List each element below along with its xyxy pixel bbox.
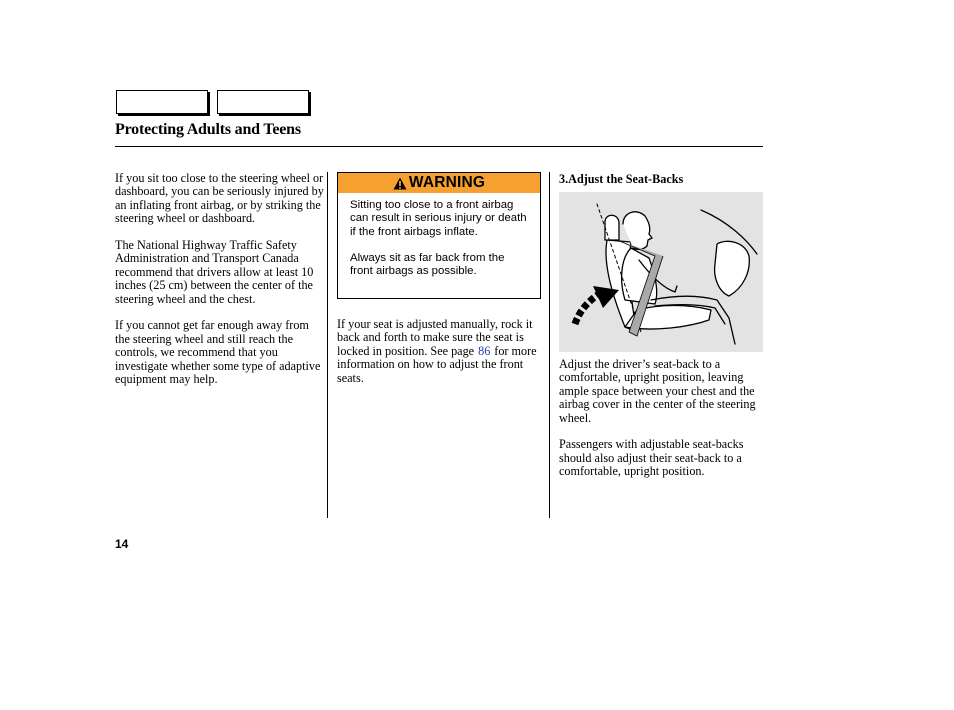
column-divider [549, 172, 550, 518]
warning-text-1: Sitting too close to a front airbag can result in serious injury or death if the front airbags inflate. [350, 199, 527, 238]
page-title: Protecting Adults and Teens [115, 121, 301, 138]
left-paragraph-3: If you cannot get far enough away from the steering wheel and still reach the controls, we recommend that you investigate whether some type of adaptive equipment may help. [115, 318, 321, 387]
column-divider [327, 172, 328, 518]
page-reference-link[interactable]: 86 [478, 343, 491, 358]
page-number: 14 [115, 537, 129, 551]
nav-button-previous[interactable] [116, 90, 208, 114]
right-paragraph-1: Adjust the driver’s seat-back to a comfortable, upright position, leaving ample space between your chest and the airbag cover in the center of the steering wheel. [559, 357, 756, 425]
seat-back-illustration [559, 192, 763, 352]
middle-column [337, 318, 542, 398]
warning-body [338, 193, 540, 279]
left-paragraph-2: The National Highway Traffic Safety Administration and Transport Canada recommend that drivers allow at least 10 inches (25 cm) between the center of the steering wheel and the chest. [115, 238, 314, 306]
warning-header [338, 173, 540, 193]
left-paragraph-1: If you sit too close to the steering wheel or dashboard, you can be seriously injured by an inflating front airbag, or by striking the steering wheel or dashboard. [115, 171, 324, 226]
middle-paragraph [337, 318, 542, 385]
warning-text-2: Always sit as far back from the front airbags as possible. [350, 252, 505, 278]
left-column [115, 172, 325, 400]
middle-text-after-link: for more information on how to adjust the front seats. [337, 343, 537, 385]
warning-box [337, 172, 541, 299]
section-heading: 3.Adjust the Seat-Backs [559, 172, 684, 186]
warning-label: WARNING [408, 174, 486, 191]
nav-button-next[interactable] [217, 90, 309, 114]
middle-text-before-link: If your seat is adjusted manually, rock it back and forth to make sure the seat is locked in position. See page [337, 317, 533, 358]
warning-triangle-icon [393, 177, 407, 190]
seat-illustration-svg [559, 192, 763, 352]
title-divider [115, 146, 763, 147]
right-column [559, 358, 759, 492]
right-paragraph-2: Passengers with adjustable seat-backs should also adjust their seat-back to a comfortable, upright position. [559, 437, 744, 479]
